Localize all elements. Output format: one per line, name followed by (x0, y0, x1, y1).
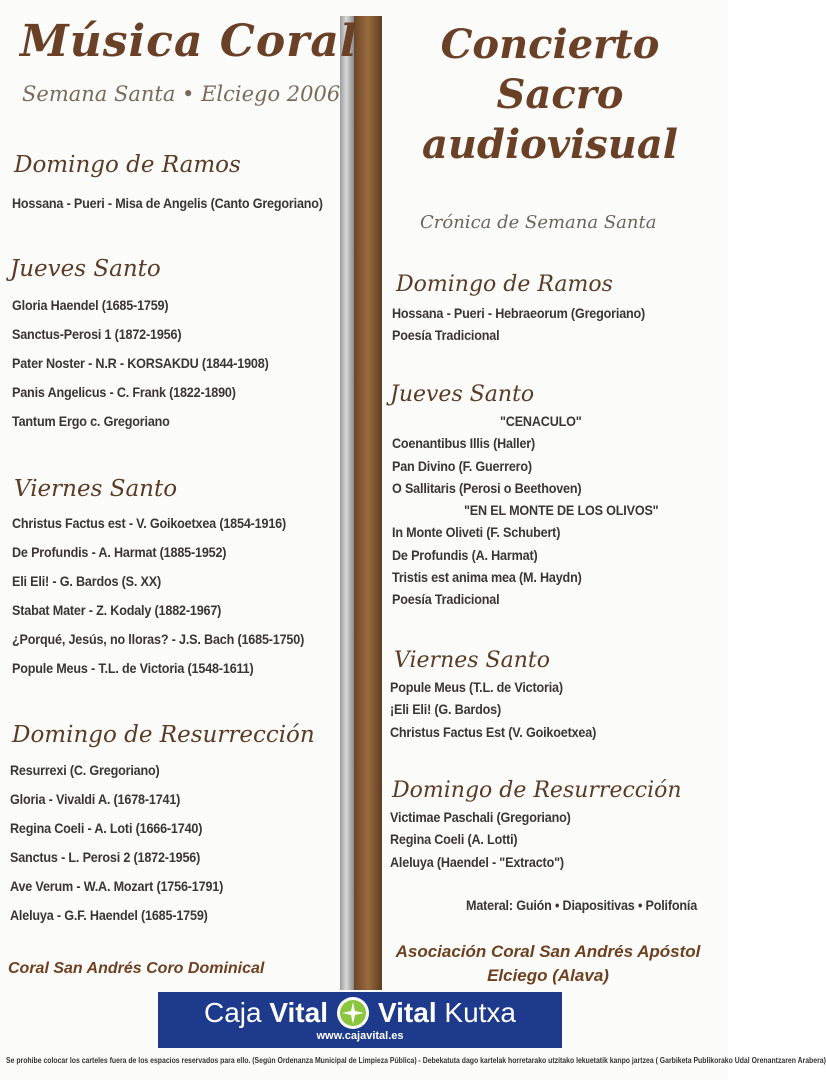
list-item: Popule Meus - T.L. de Victoria (1548-1611) (12, 660, 254, 676)
association-line: Elciego (Alava) (487, 966, 609, 985)
list-item: O Sallitaris (Perosi o Beethoven) (392, 479, 582, 496)
center-stripe-brown (354, 16, 382, 990)
left-list-domingo-resurreccion (10, 756, 247, 930)
list-item: Gloria - Vivaldi A. (1678-1741) (10, 791, 181, 807)
sponsor-logo-row (158, 996, 562, 1030)
right-list-domingo-resurreccion (390, 806, 591, 873)
list-item-subheading: "CENACULO" (500, 413, 582, 429)
list-item: Ave Verum - W.A. Mozart (1756-1791) (10, 878, 224, 894)
left-choir-name: Coral San Andrés Coro Dominical (8, 960, 265, 977)
list-item: Stabat Mater - Z. Kodaly (1882-1967) (12, 602, 222, 618)
list-item: De Profundis (A. Harmat) (392, 546, 538, 563)
sponsor-banner (158, 992, 562, 1048)
left-heading-domingo-ramos: Domingo de Ramos (14, 152, 241, 178)
association-line: Asociación Coral San Andrés Apóstol (395, 942, 701, 961)
list-item-subheading: "EN EL MONTE DE LOS OLIVOS" (464, 502, 659, 519)
left-list-viernes-santo (12, 509, 337, 683)
left-heading-viernes-santo: Viernes Santo (14, 476, 178, 502)
list-item: Resurrexi (C. Gregoriano) (10, 762, 160, 778)
list-item: Popule Meus (T.L. de Victoria) (390, 679, 563, 695)
list-item: Hossana - Pueri - Misa de Angelis (Canto Gregoriano) (12, 195, 323, 211)
list-item: Tantum Ergo c. Gregoriano (12, 413, 170, 429)
left-heading-domingo-resurreccion: Domingo de Resurrección (12, 722, 315, 748)
right-title-line: Concierto (440, 21, 660, 68)
right-list-domingo-ramos (392, 302, 673, 347)
list-item: Aleluya (Haendel - "Extracto") (390, 853, 564, 870)
caja-vital-logo-icon (336, 996, 370, 1030)
left-heading-jueves-santo: Jueves Santo (10, 256, 161, 282)
list-item: Victimae Paschali (Gregoriano) (390, 809, 571, 825)
sponsor-word: Kutxa (444, 997, 516, 1028)
center-stripe-grey (340, 16, 354, 990)
list-item: De Profundis - A. Harmat (1885-1952) (12, 544, 227, 560)
list-item: Aleluya - G.F. Haendel (1685-1759) (10, 907, 208, 923)
right-subtitle: Crónica de Semana Santa (420, 212, 657, 233)
list-item: Panis Angelicus - C. Frank (1822-1890) (12, 384, 236, 400)
left-list-jueves-santo (12, 291, 297, 436)
right-list-viernes-santo (390, 676, 619, 743)
list-item: Eli Eli! - G. Bardos (S. XX) (12, 573, 161, 589)
sponsor-word: Vital (269, 997, 328, 1028)
footer-disclaimer: Se prohibe colocar los carteles fuera de los espacios reservados para ello. (Según Ordenanza Municipal de Limpieza Pública) - Debekatuta dago kartelak horretarako utzitako lekuetatik kanpo jartzea ( Garbiketa Publikorako Udal Orenantzaren Arabera) (6, 1056, 826, 1065)
left-subtitle: Semana Santa • Elciego 2006 (22, 82, 341, 106)
right-heading-domingo-ramos: Domingo de Ramos (396, 272, 613, 297)
list-item: In Monte Oliveti (F. Schubert) (392, 524, 561, 541)
list-item: Tristis est anima mea (M. Haydn) (392, 569, 582, 586)
right-title-line: audiovisual (422, 121, 678, 168)
right-list-jueves-santo (392, 410, 692, 611)
sponsor-word: Caja (203, 997, 262, 1028)
right-title-line: Sacro (496, 71, 624, 118)
list-item: Coenantibus Illis (Haller) (392, 435, 536, 452)
list-item: Sanctus - L. Perosi 2 (1872-1956) (10, 849, 201, 865)
left-list-domingo-ramos (12, 189, 357, 218)
list-item: Christus Factus est - V. Goikoetxea (1854-1916) (12, 515, 287, 531)
list-item: ¡Eli Eli! (G. Bardos) (390, 701, 502, 718)
list-item: Gloria Haendel (1685-1759) (12, 297, 169, 313)
association-name (384, 940, 712, 988)
list-item: Sanctus-Perosi 1 (1872-1956) (12, 326, 182, 342)
sponsor-name-left (204, 997, 328, 1029)
sponsor-name-right (378, 997, 516, 1029)
right-title (400, 20, 700, 170)
list-item: Poesía Tradicional (392, 591, 500, 608)
right-heading-viernes-santo: Viernes Santo (394, 648, 550, 673)
list-item: Hossana - Pueri - Hebraeorum (Gregoriano) (392, 305, 646, 321)
left-title: Música Coral (20, 16, 358, 67)
list-item: ¿Porqué, Jesús, no lloras? - J.S. Bach (1685-1750) (12, 631, 305, 647)
right-heading-domingo-resurreccion: Domingo de Resurrección (392, 778, 682, 803)
list-item: Pan Divino (F. Guerrero) (392, 457, 532, 474)
sponsor-word: Vital (377, 997, 437, 1028)
sponsor-url[interactable]: www.cajavital.es (316, 1030, 404, 1042)
right-heading-jueves-santo: Jueves Santo (390, 382, 535, 407)
list-item: Pater Noster - N.R - KORSAKDU (1844-1908) (12, 355, 269, 371)
list-item: Christus Factus Est (V. Goikoetxea) (390, 723, 597, 740)
list-item: Regina Coeli (A. Lotti) (390, 831, 518, 848)
list-item: Regina Coeli - A. Loti (1666-1740) (10, 820, 203, 836)
material-note: Materal: Guión • Diapositivas • Polifonía (466, 897, 698, 913)
list-item: Poesía Tradicional (392, 327, 500, 344)
